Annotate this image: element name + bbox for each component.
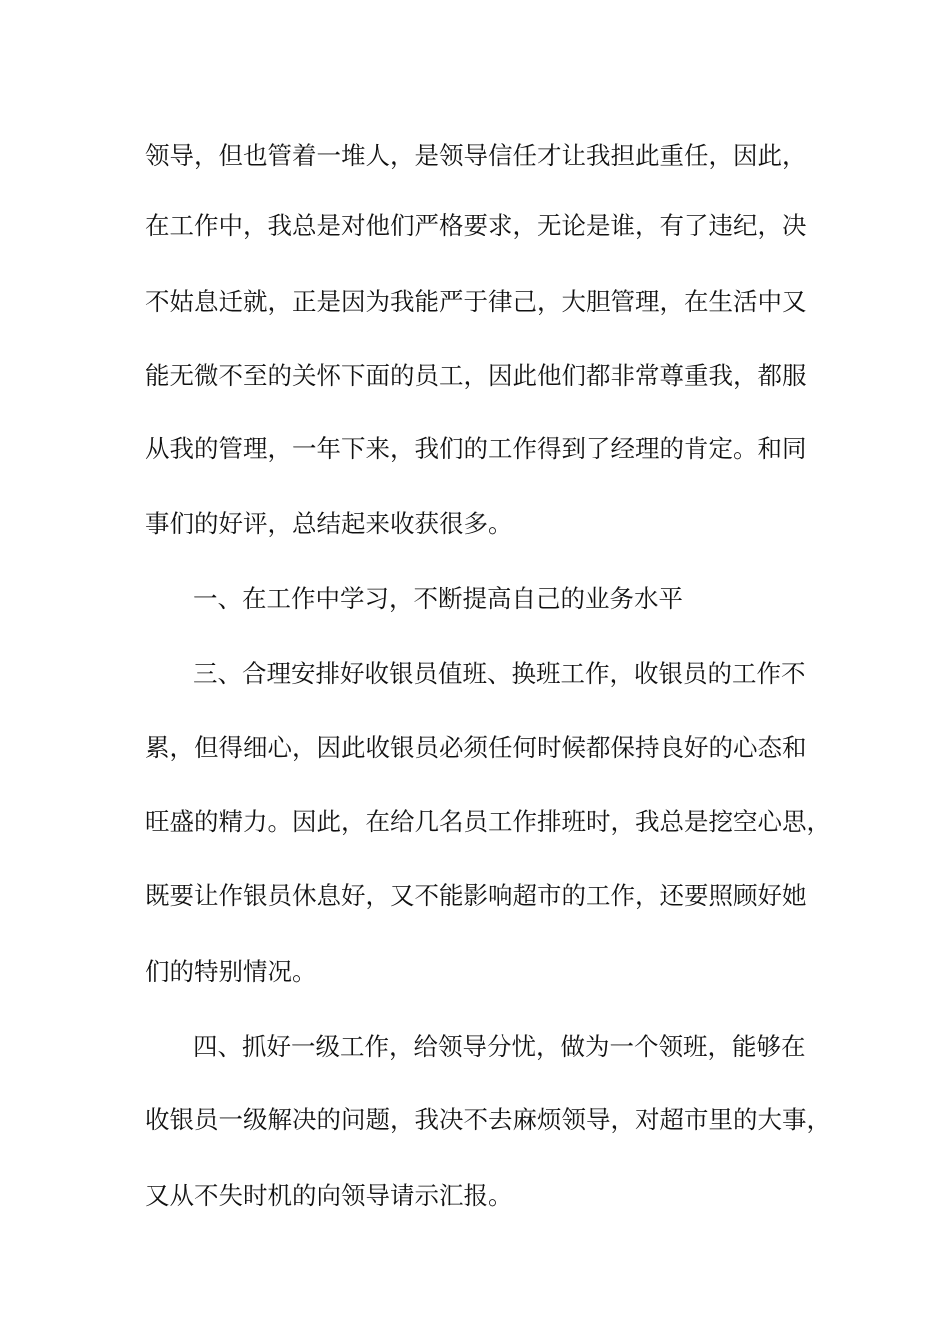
- paragraph-line: 四、抓好一级工作，给领导分忧，做为一个领班，能够在: [193, 1032, 806, 1061]
- paragraph-line: 领导，但也管着一堆人，是领导信任才让我担此重任，因此，: [145, 141, 807, 170]
- paragraph-line: 从我的管理，一年下来，我们的工作得到了经理的肯定。和同: [145, 434, 807, 463]
- paragraph-line: 能无微不至的关怀下面的员工，因此他们都非常尊重我，都服: [145, 361, 807, 390]
- paragraph-line: 事们的好评，总结起来收获很多。: [145, 509, 513, 538]
- paragraph-line: 三、合理安排好收银员值班、换班工作，收银员的工作不: [193, 659, 806, 688]
- paragraph-line: 既要让作银员休息好，又不能影响超市的工作，还要照顾好她: [145, 881, 807, 910]
- paragraph-line: 收银员一级解决的问题，我决不去麻烦领导，对超市里的大事，: [145, 1105, 831, 1134]
- paragraph-line: 们的特别情况。: [145, 957, 317, 986]
- section-heading: 一、在工作中学习，不断提高自己的业务水平: [193, 584, 683, 613]
- paragraph-line: 旺盛的精力。因此，在给几名员工作排班时，我总是挖空心思，: [145, 807, 831, 836]
- paragraph-line: 又从不失时机的向领导请示汇报。: [145, 1181, 513, 1210]
- paragraph-line: 累，但得细心，因此收银员必须任何时候都保持良好的心态和: [145, 733, 807, 762]
- paragraph-line: 在工作中，我总是对他们严格要求，无论是谁，有了违纪，决: [145, 211, 807, 240]
- paragraph-line: 不姑息迁就，正是因为我能严于律己，大胆管理，在生活中又: [145, 287, 807, 316]
